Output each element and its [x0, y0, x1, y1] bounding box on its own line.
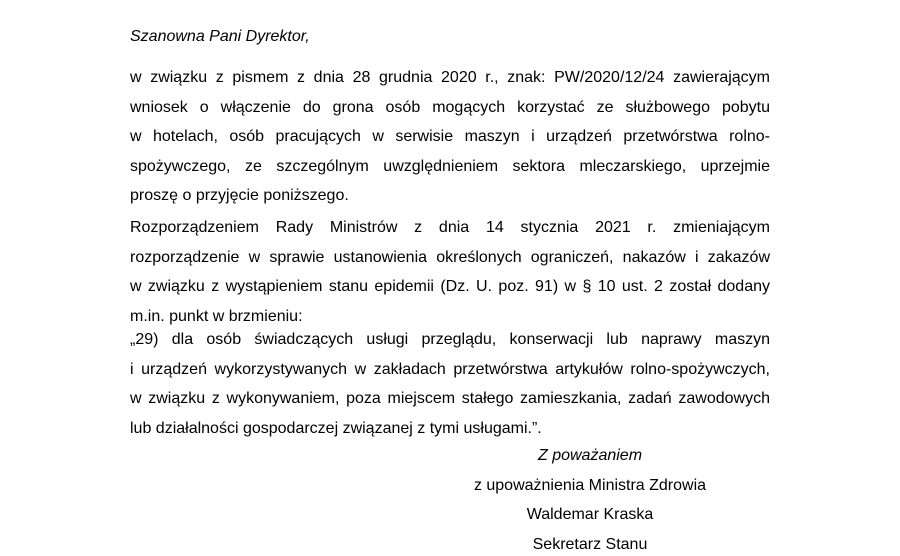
- text-line: spożywczego, ze szczególnym uwzględnieniem sektora mleczarskiego, uprzejmie: [130, 157, 770, 175]
- text-line: wniosek o włączenie do grona osób mogących korzystać ze służbowego pobytu: [130, 98, 770, 116]
- paragraph-quoted-provision: [130, 325, 770, 443]
- text-line: rozporządzenie w sprawie ustanowienia określonych ograniczeń, nakazów i zakazów: [130, 248, 770, 266]
- text-line: lub działalności gospodarczej związanej z tymi usługami.”.: [130, 419, 542, 437]
- signature-closing: Z poważaniem: [537, 447, 643, 464]
- signature-authorization: z upoważnienia Ministra Zdrowia: [473, 477, 707, 494]
- signature-title: Sekretarz Stanu: [532, 536, 648, 553]
- text-line: w hotelach, osób pracujących w serwisie maszyn i urządzeń przetwórstwa rolno-: [130, 128, 770, 145]
- text-line: w związku z pismem z dnia 28 grudnia 2020 r., znak: PW/2020/12/24 zawierającym: [130, 69, 770, 86]
- paragraph-request-reference: [130, 63, 770, 211]
- text-line: Rozporządzeniem Rady Ministrów z dnia 14 stycznia 2021 r. zmieniającym: [130, 219, 770, 236]
- paragraph-regulation: [130, 213, 770, 331]
- text-line: „29) dla osób świadczących usługi przeglądu, konserwacji lub naprawy maszyn: [130, 331, 770, 348]
- letter-greeting: Szanowna Pani Dyrektor,: [130, 28, 310, 45]
- text-line: i urządzeń wykorzystywanych w zakładach przetwórstwa artykułów rolno-spożywczych,: [130, 360, 770, 378]
- text-line: proszę o przyjęcie poniższego.: [130, 187, 349, 204]
- text-line: w związku z wystąpieniem stanu epidemii (Dz. U. poz. 91) w § 10 ust. 2 został dodany: [130, 278, 770, 295]
- text-line: m.in. punkt w brzmieniu:: [130, 307, 303, 325]
- signature-name: Waldemar Kraska: [526, 506, 654, 523]
- text-line: w związku z wykonywaniem, poza miejscem stałego zamieszkania, zadań zawodowych: [130, 390, 770, 407]
